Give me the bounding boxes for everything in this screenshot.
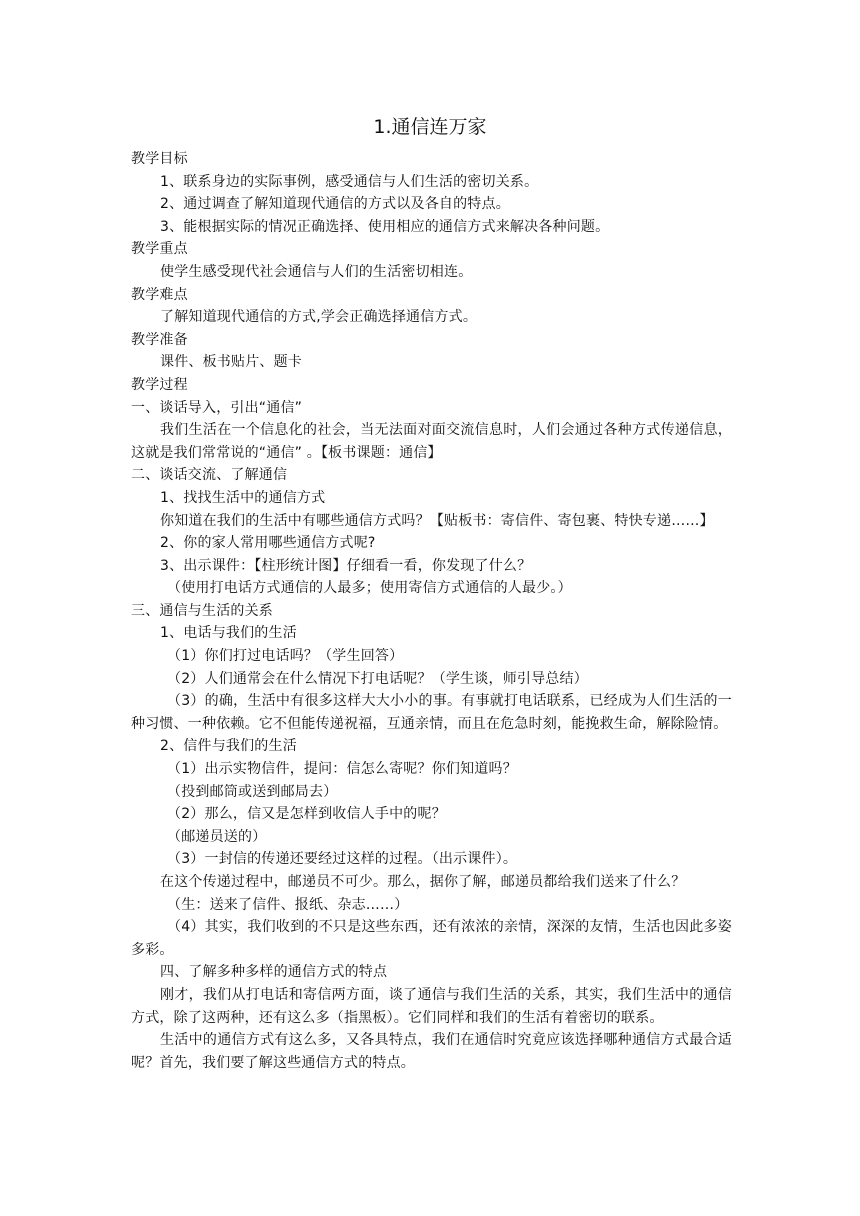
goal-item: 1、联系身边的实际事例，感受通信与人们生活的密切关系。 (160, 173, 539, 190)
list-item: （3）的确，生活中有很多这样大大小小的事。有事就打电话联系，已经成为人们生活的一种习惯、一种依赖。它不但能传递祝福，互通亲情，而且在危急时刻，能挽救生命，解除险情。 (131, 693, 732, 732)
paragraph: （使用打电话方式通信的人最多；使用寄信方式通信的人最少。） (167, 580, 572, 597)
heading-difficulties: 教学难点 (131, 286, 188, 303)
list-item: （4）其实，我们收到的不只是这些东西，还有浓浓的亲情，深深的友情，生活也因此多姿多彩。 (131, 919, 732, 958)
list-item: （2）那么，信又是怎样到收信人手中的呢？ (167, 806, 446, 823)
paragraph: 生活中的通信方式有这么多，又各具特点，我们在通信时究竟应该选择哪种通信方式最合适呢？首先，我们要了解这些通信方式的特点。 (131, 1032, 732, 1071)
paragraph: 在这个传递过程中，邮递员不可少。那么，据你了解，邮递员都给我们送来了什么？ (160, 874, 686, 890)
subsection-heading: 3、出示课件：【柱形统计图】仔细看一看，你发现了什么？ (160, 557, 532, 574)
paragraph: 我们生活在一个信息化的社会，当无法面对面交流信息时，人们会通过各种方式传递信息，这就是我们常常说的“通信” 。【板书课题：通信】 (131, 422, 732, 461)
list-item: （1）出示实物信件，提问：信怎么寄呢？你们知道吗？ (167, 761, 517, 778)
document-title: 1.通信连万家 (373, 116, 487, 138)
subsection-heading: 1、找找生活中的通信方式 (160, 489, 326, 506)
paragraph: （生：送来了信件、报纸、杂志……） (167, 896, 409, 913)
subsection-heading: 2、信件与我们的生活 (160, 738, 297, 755)
paragraph: 使学生感受现代社会通信与人们的生活密切相连。 (160, 263, 473, 280)
paragraph: 刚才，我们从打电话和寄信两方面，谈了通信与我们生活的关系，其实，我们生活中的通信方式，除了这两种，还有这么多（指黑板）。它们同样和我们的生活有着密切的联系。 (131, 986, 732, 1026)
paragraph: 课件、板书贴片、题卡 (160, 354, 302, 371)
goal-item: 2、通过调查了解知道现代通信的方式以及各自的特点。 (160, 196, 510, 213)
paragraph: 你知道在我们的生活中有哪些通信方式吗？【贴板书：寄信件、寄包裹、特快专递……】 (160, 512, 714, 529)
paragraph: （邮递员送的） (167, 828, 267, 845)
section-heading: 四、了解多种多样的通信方式的特点 (160, 964, 388, 981)
goal-item: 3、能根据实际的情况正确选择、使用相应的通信方式来解决各种问题。 (160, 218, 610, 235)
heading-process: 教学过程 (131, 376, 188, 393)
heading-preparation: 教学准备 (131, 331, 188, 348)
list-item: （3）一封信的传递还要经过这样的过程。（出示课件）。 (167, 851, 518, 868)
section-heading: 三、通信与生活的关系 (131, 602, 273, 619)
section-heading: 一、谈话导入，引出“通信” (131, 399, 303, 416)
subsection-heading: 1、电话与我们的生活 (160, 625, 297, 642)
paragraph: （投到邮筒或送到邮局去） (167, 783, 338, 800)
heading-key-points: 教学重点 (131, 241, 188, 258)
subsection-heading: 2、你的家人常用哪些通信方式呢? (160, 535, 376, 552)
heading-teaching-goals: 教学目标 (131, 151, 188, 167)
paragraph: 了解知道现代通信的方式,学会正确选择通信方式。 (160, 309, 478, 326)
list-item: （2）人们通常会在什么情况下打电话呢？（学生谈，师引导总结） (167, 670, 588, 687)
section-heading: 二、谈话交流、了解通信 (131, 467, 288, 484)
document-body (131, 148, 732, 1074)
list-item: （1）你们打过电话吗？（学生回答） (167, 648, 404, 665)
